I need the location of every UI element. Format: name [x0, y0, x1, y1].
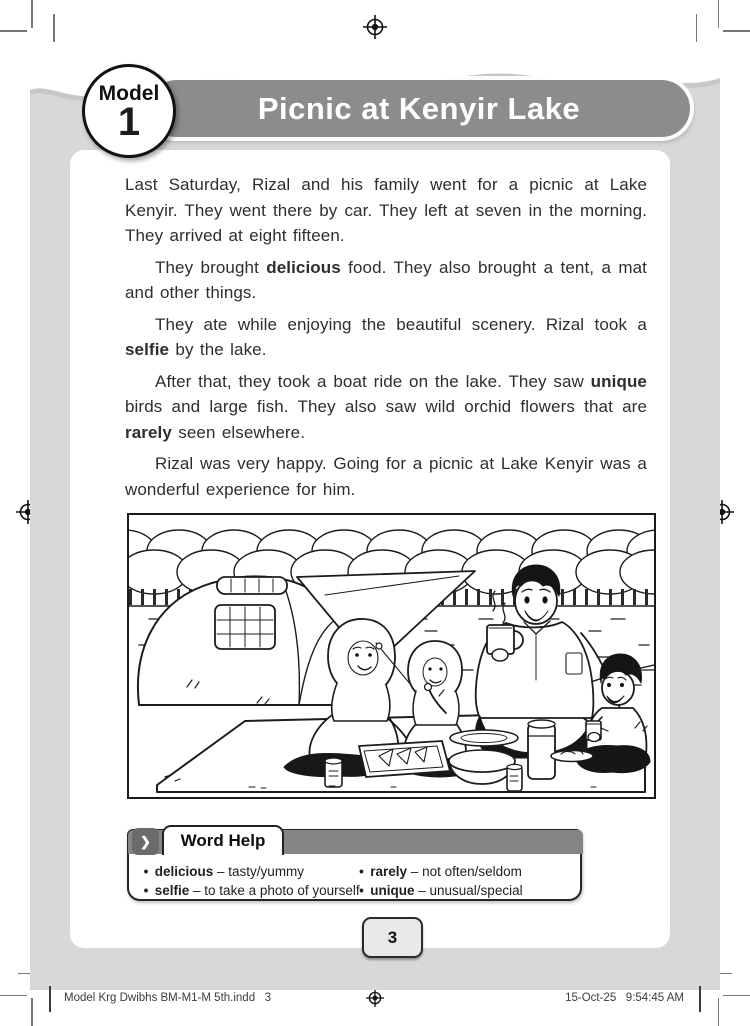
word-help-entry — [141, 881, 360, 900]
passage-text: Rizal was very happy. Going for a picnic at Lake Kenyir was a wonderful experience for him. — [125, 454, 647, 499]
crop-mark — [723, 30, 750, 32]
bullet-icon: • — [143, 883, 149, 898]
bullet-icon: • — [359, 883, 364, 898]
badge-label: Model — [98, 81, 160, 105]
footer-imprint-right: 15-Oct-25 9:54:45 AM — [565, 992, 684, 1004]
crop-mark — [723, 995, 750, 997]
crop-mark — [0, 995, 27, 997]
crop-mark — [718, 998, 720, 1026]
crop-mark — [0, 30, 27, 32]
footer-imprint-left: Model Krg Dwibhs BM-M1-M 5th.indd 3 — [64, 992, 272, 1004]
word-help-term: delicious — [151, 864, 214, 879]
page-number: 3 — [387, 927, 398, 947]
passage-text: by the lake. — [169, 340, 267, 359]
vocabulary-word: rarely — [125, 422, 172, 442]
passage-text: seen elsewhere. — [171, 422, 306, 442]
crop-mark — [718, 0, 720, 28]
passage-text: Last Saturday, Rizal and his family went for a picnic at Lake Kenyir. They went there by car. They left at seven in the morning. They arrived at eight fifteen. — [125, 175, 647, 245]
passage-paragraph — [125, 451, 647, 502]
word-help-definition: unusual/special — [429, 883, 523, 898]
word-help-box — [127, 829, 582, 901]
picnic-illustration — [127, 513, 656, 799]
passage-text: They ate while enjoying the beautiful scenery. Rizal took a — [155, 314, 647, 334]
word-help-dash: – — [213, 864, 229, 879]
word-help-column — [141, 862, 360, 900]
passage-text: food. They also brought a tent, a mat and other things. — [125, 257, 647, 302]
passage-paragraph — [125, 172, 647, 249]
passage-paragraph — [125, 255, 647, 306]
footer-tick-right — [699, 986, 701, 1012]
word-help-tab-label: Word Help — [180, 831, 266, 850]
passage-paragraph — [125, 312, 647, 363]
word-help-entry — [141, 862, 357, 881]
word-help-definition: not often/seldom — [422, 864, 522, 879]
word-help-definition: tasty/yummy — [228, 864, 305, 879]
vocabulary-word: unique — [590, 371, 647, 391]
word-help-definition: to take a photo of yourself — [204, 883, 360, 898]
word-help-dash: – — [407, 864, 423, 879]
title-bar — [148, 80, 690, 137]
passage-text: They brought — [155, 257, 267, 277]
badge-number: 1 — [117, 99, 141, 144]
crop-mark — [31, 0, 33, 28]
registration-mark-top — [363, 15, 387, 39]
vocabulary-word: selfie — [125, 340, 170, 359]
footer-tick-left — [49, 986, 51, 1012]
bullet-icon: • — [143, 864, 149, 879]
page-number-box — [362, 917, 423, 958]
word-help-dash: – — [414, 883, 430, 898]
chevron-right-icon: ❯ — [132, 828, 159, 855]
word-help-body — [129, 857, 580, 900]
bullet-icon: • — [359, 864, 364, 879]
passage-paragraph — [125, 369, 647, 446]
word-help-tab — [162, 825, 284, 855]
crop-mark — [696, 14, 698, 42]
word-help-column — [357, 862, 573, 900]
crop-mark — [53, 14, 55, 42]
vocabulary-word: delicious — [266, 257, 341, 277]
word-help-term: selfie — [151, 883, 190, 898]
word-help-term: rarely — [366, 864, 408, 879]
page-title: Picnic at Kenyir Lake — [257, 90, 581, 126]
registration-mark-bottom — [366, 989, 384, 1007]
passage — [125, 172, 647, 508]
word-help-dash: – — [189, 883, 205, 898]
word-help-entry — [357, 881, 573, 900]
picnic-illustration-drawing — [129, 515, 654, 797]
word-help-entry — [357, 862, 573, 881]
crop-mark — [31, 998, 33, 1026]
passage-text: After that, they took a boat ride on the lake. They saw — [155, 371, 591, 391]
model-badge — [82, 64, 176, 158]
passage-text: birds and large fish. They also saw wild orchid flowers that are — [125, 397, 647, 416]
word-help-term: unique — [366, 883, 415, 898]
